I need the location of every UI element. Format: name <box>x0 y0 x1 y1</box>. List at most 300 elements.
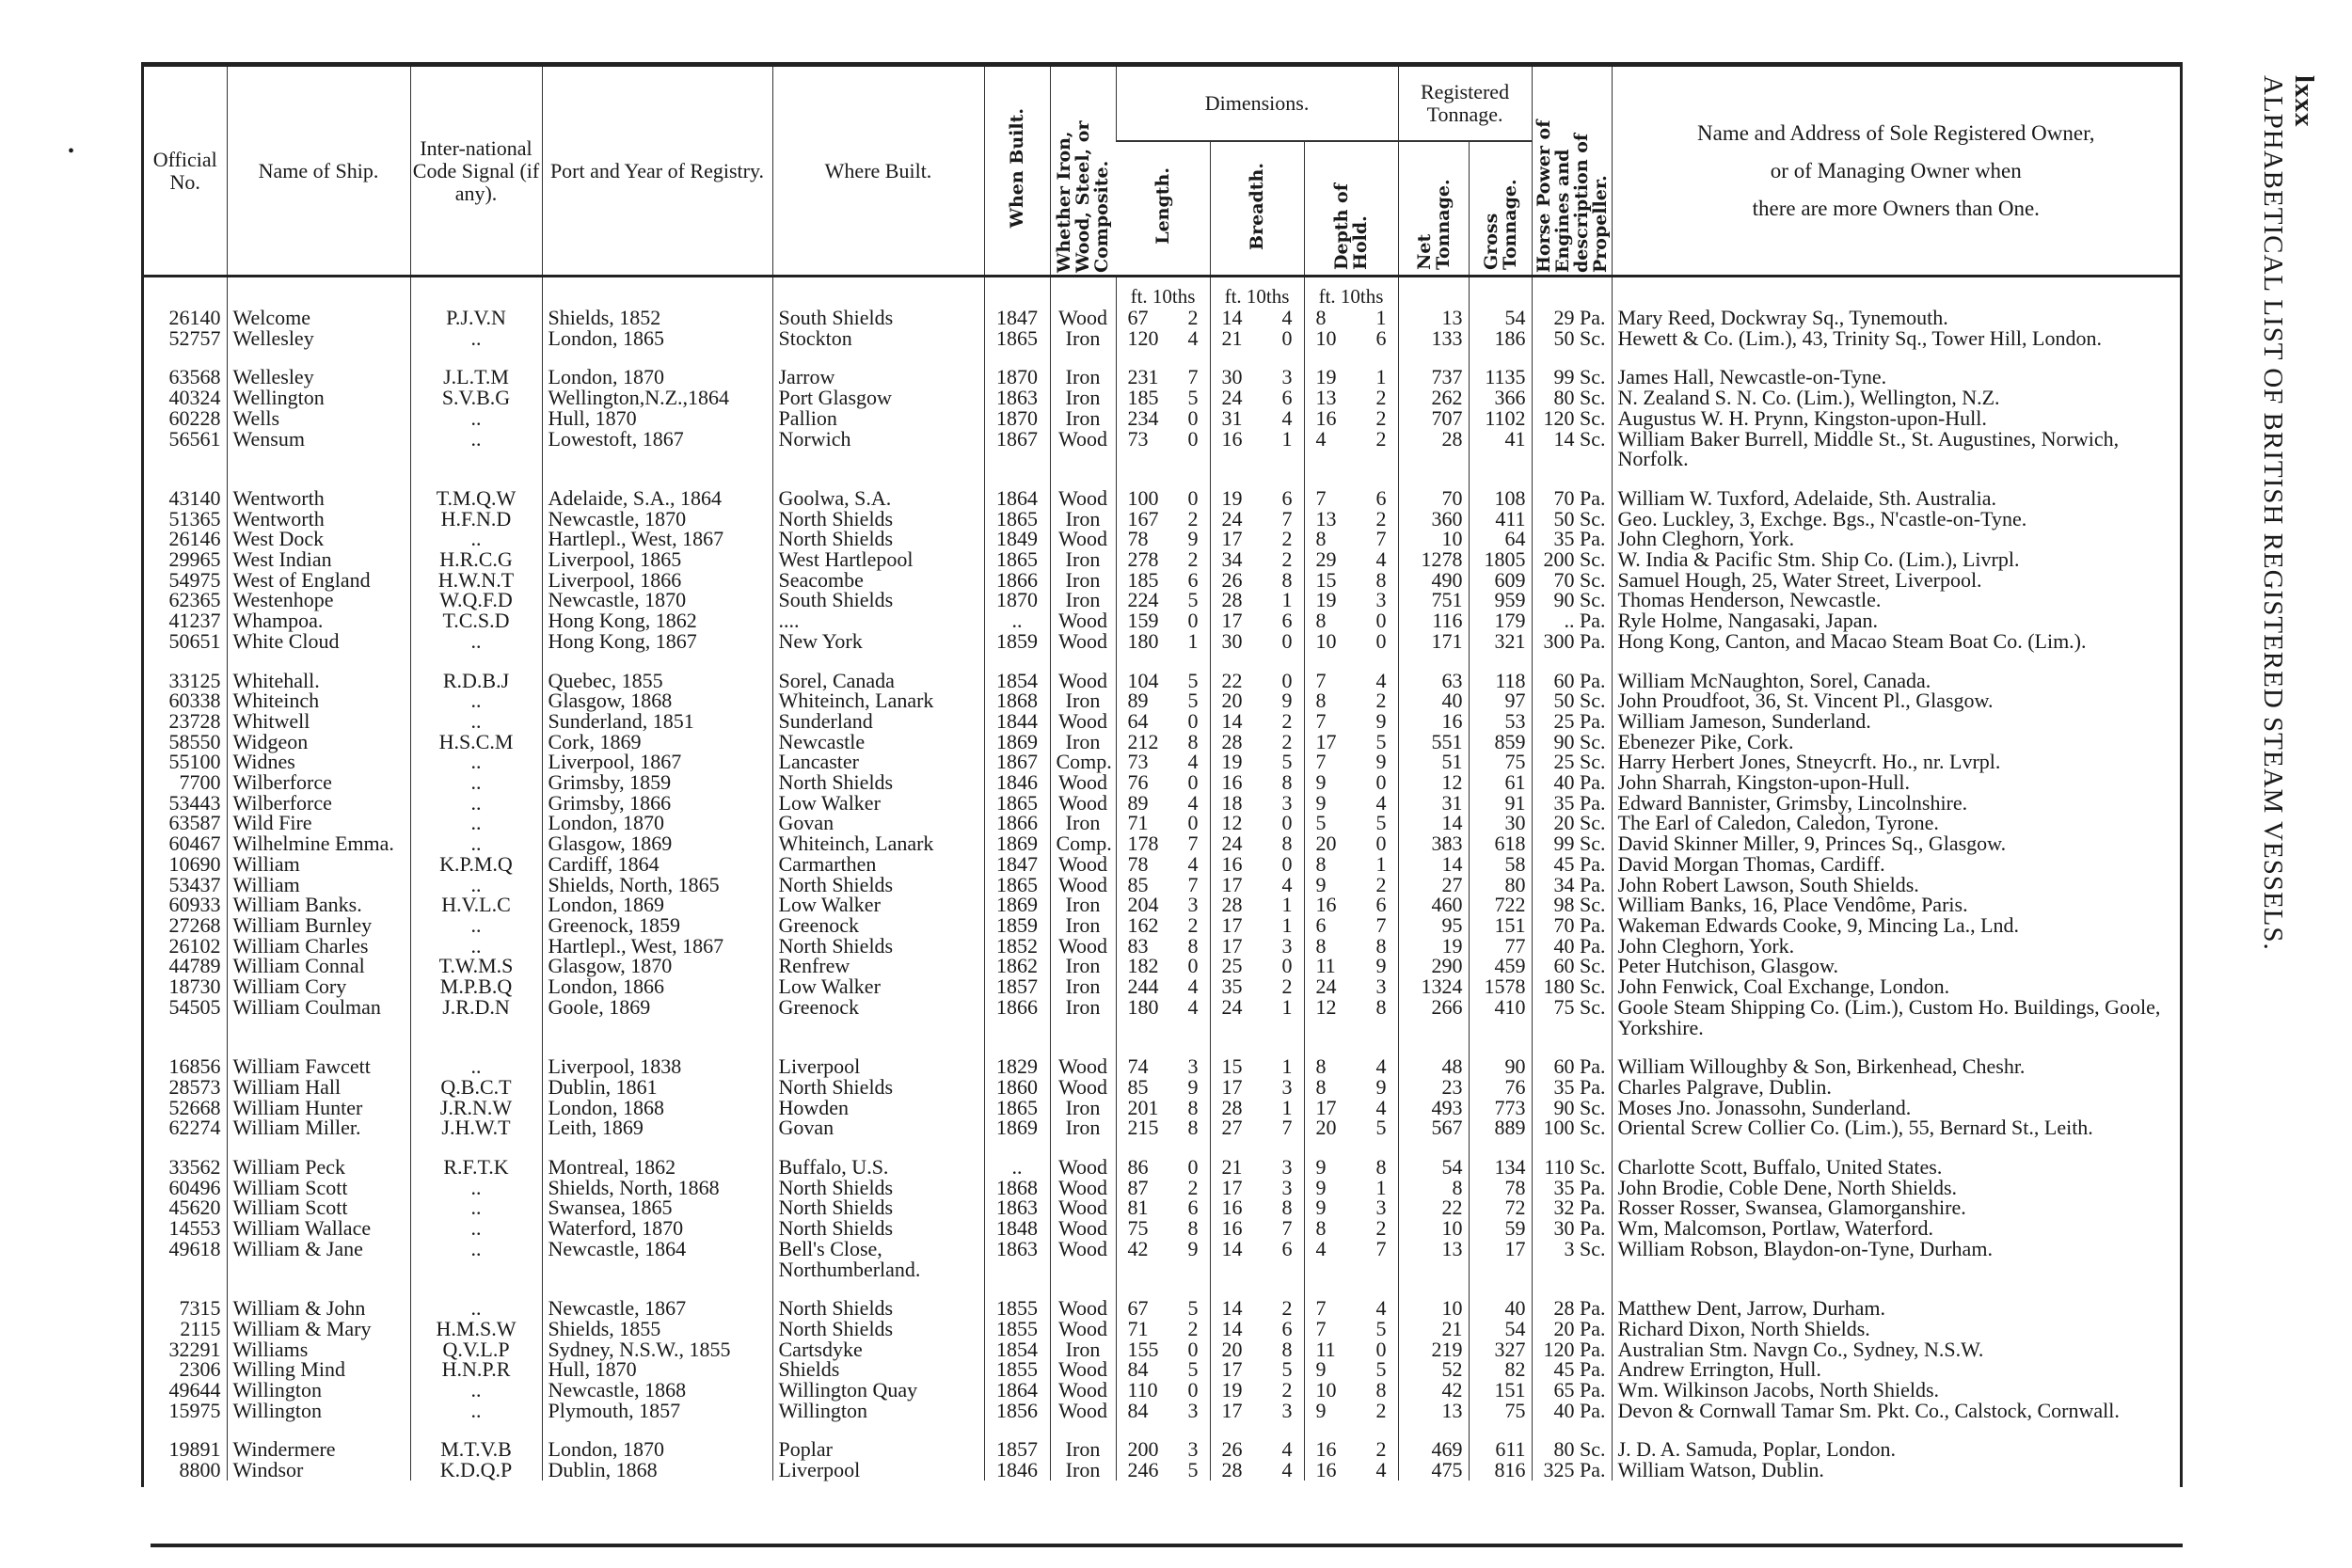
col-owner: Name and Address of Sole Registered Owner, or of Managing Owner when there are more Owners than One. <box>1612 67 2180 277</box>
units-row <box>144 277 2180 309</box>
ship-name: Williams <box>227 1339 410 1360</box>
tenths: 2 <box>1281 974 1293 999</box>
feet: 89 <box>1127 689 1149 713</box>
owner-address: David Morgan Thomas, Cardiff. <box>1612 854 2180 875</box>
length <box>1116 1316 1210 1340</box>
code-signal: .. <box>410 1218 542 1239</box>
breadth <box>1210 851 1304 876</box>
material: Wood <box>1050 488 1116 509</box>
table-row <box>144 915 2180 936</box>
tenths: 2 <box>1375 1216 1387 1241</box>
feet: 12 <box>1315 994 1337 1019</box>
port-year: Liverpool, 1865 <box>542 549 772 570</box>
gross-tonnage: 1578 <box>1469 976 1532 997</box>
feet: 180 <box>1127 994 1159 1019</box>
net-tonnage: 475 <box>1398 1460 1469 1481</box>
depth <box>1304 426 1398 469</box>
tenths: 0 <box>1281 851 1293 876</box>
where-built: Greenock <box>772 915 984 936</box>
table-row <box>144 408 2180 429</box>
feet: 8 <box>1315 1216 1327 1241</box>
feet: 15 <box>1315 567 1337 592</box>
official-no: 23728 <box>168 708 221 733</box>
official-no: 10690 <box>168 851 221 876</box>
official-no: 33125 <box>168 668 221 692</box>
length <box>1116 1359 1210 1380</box>
port-year: Newcastle, 1864 <box>542 1239 772 1279</box>
breadth <box>1210 813 1304 833</box>
material: Wood <box>1050 308 1116 328</box>
tenths: 0 <box>1187 426 1199 451</box>
gross-tonnage: 327 <box>1469 1339 1532 1360</box>
tenths: 2 <box>1281 1296 1293 1321</box>
code-signal: T.C.S.D <box>410 610 542 631</box>
tenths: 7 <box>1375 527 1387 551</box>
feet: 86 <box>1127 1155 1149 1180</box>
owner-address: W. India & Pacific Stm. Ship Co. (Lim.), Livrpl. <box>1612 549 2180 570</box>
table-row <box>144 732 2180 752</box>
depth <box>1304 772 1398 793</box>
owner-address: William W. Tuxford, Adelaide, Sth. Australia. <box>1612 488 2180 509</box>
feet: 10 <box>1315 1378 1337 1402</box>
horse-power: 80 Sc. <box>1532 388 1612 408</box>
depth <box>1304 308 1398 328</box>
length <box>1116 529 1210 549</box>
gross-tonnage: 722 <box>1469 895 1532 915</box>
col-horse-power: Horse Power of Engines and description of Propeller. <box>1532 67 1612 277</box>
breadth <box>1210 308 1304 328</box>
code-signal: H.M.S.W <box>410 1319 542 1339</box>
tenths: 0 <box>1187 1378 1199 1402</box>
where-built: South Shields <box>772 590 984 610</box>
official-no: 19891 <box>168 1437 221 1462</box>
horse-power: 180 Sc. <box>1532 976 1612 997</box>
material: Wood <box>1050 1178 1116 1198</box>
tenths: 6 <box>1375 325 1387 350</box>
year-built: .. <box>984 610 1050 631</box>
where-built: Willington <box>772 1401 984 1421</box>
where-built: Sunderland <box>772 711 984 732</box>
feet: 24 <box>1221 994 1243 1019</box>
tenths: 4 <box>1281 405 1293 430</box>
owner-address: Hewett & Co. (Lim.), 43, Trinity Sq., Tower Hill, London. <box>1612 328 2180 349</box>
owner-address: Goole Steam Shipping Co. (Lim.), Custom Ho. Buildings, Goole, Yorkshire. <box>1612 997 2180 1037</box>
length <box>1116 549 1210 570</box>
port-year: Hull, 1870 <box>542 408 772 429</box>
breadth <box>1210 833 1304 854</box>
where-built: Lancaster <box>772 752 984 772</box>
feet: 17 <box>1221 1074 1243 1099</box>
depth <box>1304 1398 1398 1422</box>
port-year: Montreal, 1862 <box>542 1157 772 1178</box>
table-row <box>144 529 2180 549</box>
tenths: 2 <box>1375 386 1387 410</box>
length <box>1116 790 1210 815</box>
material: Iron <box>1050 367 1116 388</box>
net-tonnage: 551 <box>1398 732 1469 752</box>
breadth <box>1210 976 1304 997</box>
owner-address: John Brodie, Coble Dene, North Shields. <box>1612 1178 2180 1198</box>
depth <box>1304 1339 1398 1360</box>
table-row <box>144 1077 2180 1098</box>
tenths: 9 <box>1375 750 1387 774</box>
official-no: 2306 <box>179 1357 221 1382</box>
port-year: Hong Kong, 1867 <box>542 631 772 652</box>
year-built: 1865 <box>984 509 1050 530</box>
table-row <box>144 813 2180 833</box>
breadth <box>1210 1398 1304 1422</box>
port-year: Sunderland, 1851 <box>542 711 772 732</box>
length <box>1116 1095 1210 1119</box>
material: Wood <box>1050 1157 1116 1178</box>
breadth <box>1210 752 1304 772</box>
gross-tonnage: 1135 <box>1469 367 1532 388</box>
tenths: 5 <box>1375 1316 1387 1340</box>
feet: 6 <box>1315 912 1327 937</box>
owner-address: David Skinner Miller, 9, Princes Sq., Glasgow. <box>1612 833 2180 854</box>
gross-tonnage: 411 <box>1469 509 1532 530</box>
ship-name: William & Jane <box>227 1239 410 1279</box>
net-tonnage: 219 <box>1398 1339 1469 1360</box>
net-tonnage: 52 <box>1398 1359 1469 1380</box>
tenths: 0 <box>1187 708 1199 733</box>
tenths: 4 <box>1187 750 1199 774</box>
tenths: 3 <box>1281 933 1293 958</box>
code-signal: R.D.B.J <box>410 671 542 691</box>
owner-address: William Jameson, Sunderland. <box>1612 711 2180 732</box>
table-row <box>144 711 2180 732</box>
depth <box>1304 1074 1398 1099</box>
tenths: 7 <box>1187 365 1199 389</box>
gross-tonnage: 179 <box>1469 610 1532 631</box>
tenths: 2 <box>1187 506 1199 531</box>
tenths: 7 <box>1281 506 1293 531</box>
unit-length: ft. 10ths <box>1116 277 1210 309</box>
net-tonnage: 21 <box>1398 1319 1469 1339</box>
code-signal: P.J.V.N <box>410 308 542 328</box>
breadth <box>1210 549 1304 570</box>
feet: 71 <box>1127 811 1149 835</box>
tenths: 6 <box>1375 485 1387 510</box>
where-built: Low Walker <box>772 793 984 814</box>
code-signal: .. <box>410 752 542 772</box>
owner-address: Charlotte Scott, Buffalo, United States. <box>1612 1157 2180 1178</box>
code-signal: .. <box>410 328 542 349</box>
net-tonnage: 51 <box>1398 752 1469 772</box>
depth <box>1304 1117 1398 1138</box>
gross-tonnage: 609 <box>1469 570 1532 591</box>
official-no: 32291 <box>168 1337 221 1361</box>
breadth <box>1210 772 1304 793</box>
depth <box>1304 1380 1398 1401</box>
ship-name: Wellesley <box>227 367 410 388</box>
feet: 84 <box>1127 1398 1149 1422</box>
feet: 28 <box>1221 1095 1243 1119</box>
gross-tonnage: 134 <box>1469 1157 1532 1178</box>
table-row <box>144 367 2180 388</box>
code-signal: M.T.V.B <box>410 1439 542 1460</box>
tenths: 3 <box>1375 1196 1387 1220</box>
table-row <box>144 854 2180 875</box>
tenths: 4 <box>1281 306 1293 329</box>
ship-name: Willington <box>227 1401 410 1421</box>
code-signal: H.V.L.C <box>410 895 542 915</box>
feet: 19 <box>1315 365 1337 389</box>
code-signal: .. <box>410 1401 542 1421</box>
gross-tonnage: 54 <box>1469 1319 1532 1339</box>
feet: 16 <box>1221 851 1243 876</box>
year-built: 1865 <box>984 328 1050 349</box>
ship-name: Wells <box>227 408 410 429</box>
official-no: 7315 <box>179 1296 221 1321</box>
table-row <box>144 488 2180 509</box>
depth <box>1304 1298 1398 1319</box>
breadth <box>1210 610 1304 631</box>
tenths: 4 <box>1375 790 1387 815</box>
year-built: 1869 <box>984 1117 1050 1138</box>
official-no: 60228 <box>168 405 221 430</box>
material: Wood <box>1050 671 1116 691</box>
tenths: 0 <box>1187 770 1199 795</box>
official-no: 18730 <box>168 974 221 999</box>
official-no: 26146 <box>168 527 221 551</box>
horse-power: 25 Sc. <box>1532 752 1612 772</box>
length <box>1116 1339 1210 1360</box>
table-row <box>144 1157 2180 1178</box>
tenths: 0 <box>1281 811 1293 835</box>
depth <box>1304 549 1398 570</box>
horse-power: 40 Pa. <box>1532 936 1612 957</box>
where-built: Cartsdyke <box>772 1339 984 1360</box>
feet: 162 <box>1127 912 1159 937</box>
port-year: Newcastle, 1870 <box>542 509 772 530</box>
code-signal: .. <box>410 875 542 895</box>
material: Wood <box>1050 711 1116 732</box>
code-signal: T.W.M.S <box>410 956 542 976</box>
owner-address: Peter Hutchison, Glasgow. <box>1612 956 2180 976</box>
year-built: 1856 <box>984 1401 1050 1421</box>
port-year: Cardiff, 1864 <box>542 854 772 875</box>
horse-power: 90 Sc. <box>1532 590 1612 610</box>
tenths: 6 <box>1281 1236 1293 1260</box>
length <box>1116 628 1210 653</box>
tenths: 7 <box>1281 1216 1293 1241</box>
code-signal: .. <box>410 631 542 652</box>
material: Wood <box>1050 1056 1116 1077</box>
breadth <box>1210 1056 1304 1077</box>
year-built: 1867 <box>984 752 1050 772</box>
year-built: 1867 <box>984 429 1050 469</box>
gross-tonnage: 151 <box>1469 1380 1532 1401</box>
ship-name: Whitwell <box>227 711 410 732</box>
tenths: 2 <box>1375 405 1387 430</box>
breadth <box>1210 1117 1304 1138</box>
feet: 16 <box>1221 1196 1243 1220</box>
table-row <box>144 956 2180 976</box>
feet: 200 <box>1127 1437 1159 1462</box>
gross-tonnage: 151 <box>1469 915 1532 936</box>
net-tonnage: 262 <box>1398 388 1469 408</box>
unit-breadth: ft. 10ths <box>1210 277 1304 309</box>
port-year: Liverpool, 1867 <box>542 752 772 772</box>
gross-tonnage: 459 <box>1469 956 1532 976</box>
port-year: Cork, 1869 <box>542 732 772 752</box>
material: Iron <box>1050 590 1116 610</box>
year-built: 1847 <box>984 308 1050 328</box>
tenths: 9 <box>1187 527 1199 551</box>
breadth <box>1210 590 1304 610</box>
horse-power: 34 Pa. <box>1532 875 1612 895</box>
tenths: 5 <box>1375 729 1387 753</box>
depth <box>1304 956 1398 976</box>
group-spacer <box>144 652 2180 671</box>
where-built: North Shields <box>772 1298 984 1319</box>
horse-power: 14 Sc. <box>1532 429 1612 469</box>
tenths: 8 <box>1281 1337 1293 1361</box>
ship-name: William Scott <box>227 1178 410 1198</box>
owner-address: William Banks, 16, Place Vendôme, Paris. <box>1612 895 2180 915</box>
feet: 17 <box>1221 1398 1243 1422</box>
right-border <box>2180 62 2183 1487</box>
tenths: 8 <box>1375 1378 1387 1402</box>
net-tonnage: 133 <box>1398 328 1469 349</box>
gross-tonnage: 40 <box>1469 1298 1532 1319</box>
year-built: 1866 <box>984 570 1050 591</box>
length <box>1116 367 1210 388</box>
tenths: 8 <box>1281 832 1293 856</box>
tenths: 2 <box>1375 872 1387 896</box>
gross-tonnage: 1102 <box>1469 408 1532 429</box>
horse-power: 35 Pa. <box>1532 793 1612 814</box>
table-row <box>144 610 2180 631</box>
tenths: 3 <box>1187 1398 1199 1422</box>
material: Iron <box>1050 956 1116 976</box>
feet: 24 <box>1221 386 1243 410</box>
owner-address: John Sharrah, Kingston-upon-Hull. <box>1612 772 2180 793</box>
tenths: 4 <box>1281 1437 1293 1462</box>
feet: 73 <box>1127 426 1149 451</box>
breadth <box>1210 529 1304 549</box>
net-tonnage: 42 <box>1398 1380 1469 1401</box>
tenths: 1 <box>1187 628 1199 653</box>
breadth <box>1210 790 1304 815</box>
where-built: Greenock <box>772 997 984 1037</box>
code-signal: .. <box>410 1298 542 1319</box>
tenths: 2 <box>1281 547 1293 572</box>
ship-name: Wentworth <box>227 488 410 509</box>
material: Iron <box>1050 328 1116 349</box>
depth <box>1304 994 1398 1037</box>
official-no: 58550 <box>168 729 221 753</box>
feet: 34 <box>1221 547 1243 572</box>
horse-power: 70 Sc. <box>1532 570 1612 591</box>
feet: 24 <box>1315 974 1337 999</box>
col-when-built: When Built. <box>984 67 1050 277</box>
breadth <box>1210 1339 1304 1360</box>
net-tonnage: 22 <box>1398 1197 1469 1218</box>
owner-address: Rosser Rosser, Swansea, Glamorganshire. <box>1612 1197 2180 1218</box>
feet: 16 <box>1315 893 1337 917</box>
net-tonnage: 63 <box>1398 671 1469 691</box>
gross-tonnage: 618 <box>1469 833 1532 854</box>
owner-address: Richard Dixon, North Shields. <box>1612 1319 2180 1339</box>
port-year: Liverpool, 1838 <box>542 1056 772 1077</box>
owner-address: Geo. Luckley, 3, Exchge. Bgs., N'castle-on-Tyne. <box>1612 509 2180 530</box>
net-tonnage: 10 <box>1398 529 1469 549</box>
ship-name: Whampoa. <box>227 610 410 631</box>
depth <box>1304 690 1398 711</box>
feet: 7 <box>1315 1296 1327 1321</box>
ship-name: Welcome <box>227 308 410 328</box>
where-built: North Shields <box>772 1218 984 1239</box>
length <box>1116 1117 1210 1138</box>
gross-tonnage: 58 <box>1469 854 1532 875</box>
owner-address: John Proudfoot, 36, St. Vincent Pl., Glasgow. <box>1612 690 2180 711</box>
horse-power: 60 Sc. <box>1532 956 1612 976</box>
official-no: 52668 <box>168 1095 221 1119</box>
code-signal: .. <box>410 529 542 549</box>
table-row <box>144 936 2180 957</box>
ship-name: West of England <box>227 570 410 591</box>
net-tonnage: 567 <box>1398 1117 1469 1138</box>
tenths: 8 <box>1187 933 1199 958</box>
where-built: North Shields <box>772 529 984 549</box>
official-no: 62274 <box>168 1116 221 1140</box>
material: Iron <box>1050 570 1116 591</box>
tenths: 4 <box>1375 547 1387 572</box>
code-signal: S.V.B.G <box>410 388 542 408</box>
feet: 9 <box>1315 1175 1327 1199</box>
year-built: 1863 <box>984 1239 1050 1279</box>
net-tonnage: 13 <box>1398 1401 1469 1421</box>
port-year: Glasgow, 1869 <box>542 833 772 854</box>
where-built: Poplar <box>772 1439 984 1460</box>
code-signal: .. <box>410 1380 542 1401</box>
where-built: Howden <box>772 1098 984 1118</box>
where-built: Liverpool <box>772 1056 984 1077</box>
breadth <box>1210 1298 1304 1319</box>
ship-name: Wilberforce <box>227 772 410 793</box>
gross-tonnage: 611 <box>1469 1439 1532 1460</box>
tenths: 9 <box>1375 708 1387 733</box>
official-no: 40324 <box>168 386 221 410</box>
feet: 11 <box>1315 1337 1336 1361</box>
depth <box>1304 872 1398 896</box>
tenths: 3 <box>1281 1398 1293 1422</box>
year-built: 1857 <box>984 976 1050 997</box>
port-year: Shields, North, 1865 <box>542 875 772 895</box>
code-signal: .. <box>410 915 542 936</box>
length <box>1116 1056 1210 1077</box>
table-row <box>144 895 2180 915</box>
net-tonnage: 490 <box>1398 570 1469 591</box>
feet: 4 <box>1315 1236 1327 1260</box>
breadth <box>1210 690 1304 711</box>
net-tonnage: 171 <box>1398 631 1469 652</box>
code-signal: .. <box>410 813 542 833</box>
table-row <box>144 509 2180 530</box>
feet: 89 <box>1127 790 1149 815</box>
material: Wood <box>1050 772 1116 793</box>
ship-name: William Scott <box>227 1197 410 1218</box>
tenths: 8 <box>1375 994 1387 1019</box>
code-signal: K.D.Q.P <box>410 1460 542 1481</box>
port-year: Wellington,N.Z.,1864 <box>542 388 772 408</box>
ship-name: William Fawcett <box>227 1056 410 1077</box>
tenths: 4 <box>1375 1095 1387 1119</box>
group-spacer <box>144 469 2180 488</box>
feet: 24 <box>1221 506 1243 531</box>
